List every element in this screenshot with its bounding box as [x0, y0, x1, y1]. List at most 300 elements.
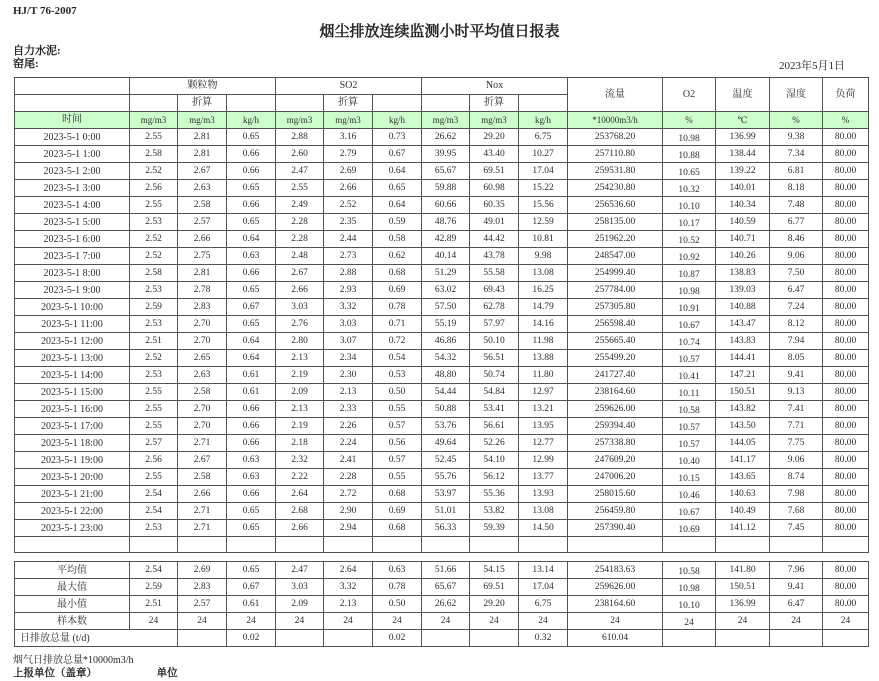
- value-cell: 0.63: [373, 562, 422, 579]
- value-cell: 6.75: [519, 596, 568, 613]
- value-cell: 2.72: [324, 486, 373, 503]
- value-cell: 0.55: [373, 401, 422, 418]
- col-group-nox: Nox: [422, 78, 568, 95]
- value-cell: 2.81: [178, 146, 227, 163]
- value-cell: 14.79: [519, 299, 568, 316]
- value-cell: 144.05: [716, 435, 770, 452]
- empty-cell: [373, 95, 422, 112]
- empty-cell: [770, 537, 823, 553]
- data-row: [15, 163, 869, 180]
- value-cell: 80.00: [823, 299, 869, 316]
- empty-cell: [324, 630, 373, 647]
- value-cell: 52.45: [422, 452, 470, 469]
- standard-code: HJ/T 76-2007: [13, 5, 77, 17]
- data-row: [15, 367, 869, 384]
- company-name: 自力水泥:: [13, 45, 61, 57]
- unit-cell: mg/m3: [324, 112, 373, 129]
- value-cell: 0.66: [227, 401, 276, 418]
- data-row: [15, 418, 869, 435]
- value-cell: 2.35: [324, 214, 373, 231]
- value-cell: 7.24: [770, 299, 823, 316]
- value-cell: 7.98: [770, 486, 823, 503]
- value-cell: 10.74: [663, 333, 716, 350]
- summary-label: 最小值: [15, 596, 130, 613]
- value-cell: 48.80: [422, 367, 470, 384]
- value-cell: 80.00: [823, 384, 869, 401]
- value-cell: 55.36: [470, 486, 519, 503]
- value-cell: 80.00: [823, 248, 869, 265]
- summary-label: 样本数: [15, 613, 130, 630]
- value-cell: 60.35: [470, 197, 519, 214]
- value-cell: 147.21: [716, 367, 770, 384]
- value-cell: 17.04: [519, 579, 568, 596]
- value-cell: 0.62: [373, 248, 422, 265]
- value-cell: 50.10: [470, 333, 519, 350]
- value-cell: 65.67: [422, 579, 470, 596]
- value-cell: 17.04: [519, 163, 568, 180]
- header-row-groups: [15, 78, 869, 95]
- value-cell: 52.26: [470, 435, 519, 452]
- value-cell: 80.00: [823, 333, 869, 350]
- empty-cell: [823, 630, 869, 647]
- data-row: [15, 129, 869, 146]
- value-cell: 2.53: [130, 367, 178, 384]
- header-row-units: [15, 112, 869, 129]
- value-cell: 2.52: [130, 248, 178, 265]
- value-cell: 80.00: [823, 282, 869, 299]
- value-cell: 2.63: [178, 367, 227, 384]
- summary-table: [14, 561, 869, 647]
- unit-cell: mg/m3: [470, 112, 519, 129]
- value-cell: 2.83: [178, 299, 227, 316]
- value-cell: 2.09: [276, 596, 324, 613]
- value-cell: 24: [227, 613, 276, 630]
- value-cell: 53.76: [422, 418, 470, 435]
- value-cell: 2.67: [178, 163, 227, 180]
- data-row: [15, 503, 869, 520]
- time-cell: 2023-5-1 10:00: [15, 299, 130, 316]
- time-cell: 2023-5-1 21:00: [15, 486, 130, 503]
- value-cell: 2.66: [178, 231, 227, 248]
- value-cell: 0.63: [227, 452, 276, 469]
- value-cell: 2.54: [130, 503, 178, 520]
- value-cell: 2.80: [276, 333, 324, 350]
- value-cell: 54.15: [470, 562, 519, 579]
- value-cell: 0.78: [373, 299, 422, 316]
- value-cell: 2.71: [178, 520, 227, 537]
- value-cell: 2.67: [178, 452, 227, 469]
- value-cell: 9.06: [770, 452, 823, 469]
- col-header-load: 负荷: [823, 78, 869, 112]
- value-cell: 254999.40: [568, 265, 663, 282]
- value-cell: 0.61: [227, 596, 276, 613]
- time-cell: 2023-5-1 7:00: [15, 248, 130, 265]
- value-cell: 9.13: [770, 384, 823, 401]
- value-cell: 2.34: [324, 350, 373, 367]
- value-cell: 10.27: [519, 146, 568, 163]
- value-cell: 50.74: [470, 367, 519, 384]
- value-cell: 0.61: [227, 384, 276, 401]
- value-cell: 0.50: [373, 596, 422, 613]
- col-group-particulate: 颗粒物: [130, 78, 276, 95]
- empty-cell: [422, 537, 470, 553]
- value-cell: 140.01: [716, 180, 770, 197]
- time-cell: 2023-5-1 3:00: [15, 180, 130, 197]
- value-cell: 2.54: [130, 562, 178, 579]
- value-cell: 136.99: [716, 596, 770, 613]
- value-cell: 241727.40: [568, 367, 663, 384]
- footer-line-2: [13, 667, 879, 681]
- value-cell: 13.93: [519, 486, 568, 503]
- value-cell: 0.67: [227, 299, 276, 316]
- value-cell: 2.79: [324, 146, 373, 163]
- value-cell: 2.76: [276, 316, 324, 333]
- summary-row: [15, 562, 869, 579]
- col-header-o2: O2: [663, 78, 716, 112]
- value-cell: 80.00: [823, 197, 869, 214]
- data-row: [15, 401, 869, 418]
- empty-cell: [373, 537, 422, 553]
- value-cell: 138.83: [716, 265, 770, 282]
- value-cell: 12.97: [519, 384, 568, 401]
- value-cell: 54.10: [470, 452, 519, 469]
- value-cell: 2.30: [324, 367, 373, 384]
- value-cell: 54.32: [422, 350, 470, 367]
- value-cell: 0.57: [373, 418, 422, 435]
- value-cell: 2.13: [276, 401, 324, 418]
- data-row: [15, 486, 869, 503]
- value-cell: 0.58: [373, 231, 422, 248]
- value-cell: 3.03: [324, 316, 373, 333]
- value-cell: 10.32: [663, 180, 716, 197]
- value-cell: 0.65: [227, 282, 276, 299]
- value-cell: 80.00: [823, 265, 869, 282]
- value-cell: 7.71: [770, 418, 823, 435]
- value-cell: 50.88: [422, 401, 470, 418]
- value-cell: 8.05: [770, 350, 823, 367]
- value-cell: 10.57: [663, 435, 716, 452]
- value-cell: 10.10: [663, 197, 716, 214]
- value-cell: 2.64: [276, 486, 324, 503]
- value-cell: 0.66: [227, 435, 276, 452]
- empty-cell: [519, 95, 568, 112]
- empty-cell: [178, 537, 227, 553]
- value-cell: 2.66: [276, 282, 324, 299]
- value-cell: 6.47: [770, 596, 823, 613]
- unit-cell: ℃: [716, 112, 770, 129]
- value-cell: 256536.60: [568, 197, 663, 214]
- daily-total-label: 日排放总量 (t/d): [15, 630, 178, 647]
- value-cell: 2.78: [178, 282, 227, 299]
- value-cell: 144.41: [716, 350, 770, 367]
- data-row: [15, 435, 869, 452]
- data-row: [15, 350, 869, 367]
- value-cell: 24: [130, 613, 178, 630]
- value-cell: 13.77: [519, 469, 568, 486]
- col-header-temperature: 温度: [716, 78, 770, 112]
- value-cell: 139.22: [716, 163, 770, 180]
- value-cell: 0.65: [227, 129, 276, 146]
- value-cell: 0.63: [227, 248, 276, 265]
- value-cell: 80.00: [823, 486, 869, 503]
- value-cell: 0.32: [519, 630, 568, 647]
- value-cell: 7.48: [770, 197, 823, 214]
- value-cell: 13.88: [519, 350, 568, 367]
- value-cell: 254183.63: [568, 562, 663, 579]
- value-cell: 2.83: [178, 579, 227, 596]
- value-cell: 14.50: [519, 520, 568, 537]
- value-cell: 6.81: [770, 163, 823, 180]
- empty-cell: [130, 95, 178, 112]
- value-cell: 0.66: [227, 197, 276, 214]
- value-cell: 0.59: [373, 214, 422, 231]
- time-cell: 2023-5-1 18:00: [15, 435, 130, 452]
- value-cell: 2.09: [276, 384, 324, 401]
- value-cell: 2.70: [178, 333, 227, 350]
- value-cell: 49.01: [470, 214, 519, 231]
- value-cell: 39.95: [422, 146, 470, 163]
- value-cell: 0.64: [373, 197, 422, 214]
- value-cell: 2.59: [130, 579, 178, 596]
- value-cell: 257110.80: [568, 146, 663, 163]
- value-cell: 2.66: [324, 180, 373, 197]
- value-cell: 15.22: [519, 180, 568, 197]
- empty-cell: [422, 630, 470, 647]
- value-cell: 7.45: [770, 520, 823, 537]
- value-cell: 10.58: [663, 562, 716, 579]
- value-cell: 2.58: [178, 469, 227, 486]
- empty-cell: [422, 95, 470, 112]
- value-cell: 10.58: [663, 401, 716, 418]
- value-cell: 2.57: [178, 596, 227, 613]
- value-cell: 2.73: [324, 248, 373, 265]
- value-cell: 257784.00: [568, 282, 663, 299]
- unit-cell: mg/m3: [178, 112, 227, 129]
- value-cell: 2.55: [130, 418, 178, 435]
- value-cell: 0.67: [373, 146, 422, 163]
- monitoring-table: [14, 77, 869, 553]
- value-cell: 2.75: [178, 248, 227, 265]
- value-cell: 51.29: [422, 265, 470, 282]
- value-cell: 24: [716, 613, 770, 630]
- time-cell: 2023-5-1 22:00: [15, 503, 130, 520]
- value-cell: 2.19: [276, 367, 324, 384]
- data-row: [15, 282, 869, 299]
- value-cell: 257338.80: [568, 435, 663, 452]
- value-cell: 0.66: [227, 486, 276, 503]
- empty-cell: [770, 630, 823, 647]
- unit-cell: *10000m3/h: [568, 112, 663, 129]
- value-cell: 48.76: [422, 214, 470, 231]
- value-cell: 24: [324, 613, 373, 630]
- value-cell: 2.33: [324, 401, 373, 418]
- value-cell: 10.52: [663, 231, 716, 248]
- data-row: [15, 520, 869, 537]
- value-cell: 9.41: [770, 367, 823, 384]
- value-cell: 63.02: [422, 282, 470, 299]
- value-cell: 140.71: [716, 231, 770, 248]
- value-cell: 10.15: [663, 469, 716, 486]
- value-cell: 2.90: [324, 503, 373, 520]
- data-row: [15, 452, 869, 469]
- time-cell: 2023-5-1 0:00: [15, 129, 130, 146]
- col-group-so2: SO2: [276, 78, 422, 95]
- time-cell: 2023-5-1 8:00: [15, 265, 130, 282]
- value-cell: 65.67: [422, 163, 470, 180]
- value-cell: 8.12: [770, 316, 823, 333]
- value-cell: 13.08: [519, 265, 568, 282]
- value-cell: 255499.20: [568, 350, 663, 367]
- value-cell: 258135.00: [568, 214, 663, 231]
- value-cell: 0.67: [227, 579, 276, 596]
- value-cell: 143.83: [716, 333, 770, 350]
- value-cell: 247006.20: [568, 469, 663, 486]
- value-cell: 56.12: [470, 469, 519, 486]
- value-cell: 10.92: [663, 248, 716, 265]
- value-cell: 57.97: [470, 316, 519, 333]
- value-cell: 54.44: [422, 384, 470, 401]
- value-cell: 259626.00: [568, 401, 663, 418]
- empty-cell: [178, 630, 227, 647]
- value-cell: 2.66: [178, 486, 227, 503]
- value-cell: 6.75: [519, 129, 568, 146]
- unit-label: 单位: [156, 668, 178, 679]
- value-cell: 10.98: [663, 579, 716, 596]
- value-cell: 80.00: [823, 401, 869, 418]
- value-cell: 6.47: [770, 282, 823, 299]
- value-cell: 2.28: [324, 469, 373, 486]
- value-cell: 80.00: [823, 435, 869, 452]
- value-cell: 10.17: [663, 214, 716, 231]
- value-cell: 10.41: [663, 367, 716, 384]
- value-cell: 2.58: [130, 265, 178, 282]
- value-cell: 7.68: [770, 503, 823, 520]
- value-cell: 80.00: [823, 163, 869, 180]
- value-cell: 12.77: [519, 435, 568, 452]
- value-cell: 24: [178, 613, 227, 630]
- value-cell: 80.00: [823, 316, 869, 333]
- empty-cell: [15, 537, 130, 553]
- value-cell: 55.19: [422, 316, 470, 333]
- daily-total-row: [15, 630, 869, 647]
- value-cell: 24: [373, 613, 422, 630]
- value-cell: 247609.20: [568, 452, 663, 469]
- summary-label: 平均值: [15, 562, 130, 579]
- value-cell: 80.00: [823, 452, 869, 469]
- value-cell: 13.08: [519, 503, 568, 520]
- value-cell: 2.56: [130, 180, 178, 197]
- value-cell: 2.65: [178, 350, 227, 367]
- empty-cell: [227, 95, 276, 112]
- value-cell: 0.66: [227, 418, 276, 435]
- value-cell: 2.47: [276, 562, 324, 579]
- value-cell: 0.66: [227, 265, 276, 282]
- summary-label: 最大值: [15, 579, 130, 596]
- value-cell: 13.95: [519, 418, 568, 435]
- empty-cell: [470, 537, 519, 553]
- value-cell: 7.75: [770, 435, 823, 452]
- value-cell: 3.32: [324, 579, 373, 596]
- value-cell: 256598.40: [568, 316, 663, 333]
- value-cell: 2.70: [178, 401, 227, 418]
- time-cell: 2023-5-1 4:00: [15, 197, 130, 214]
- value-cell: 80.00: [823, 180, 869, 197]
- value-cell: 2.94: [324, 520, 373, 537]
- value-cell: 59.88: [422, 180, 470, 197]
- value-cell: 2.66: [276, 520, 324, 537]
- value-cell: 11.80: [519, 367, 568, 384]
- value-cell: 2.59: [130, 299, 178, 316]
- value-cell: 80.00: [823, 367, 869, 384]
- value-cell: 80.00: [823, 418, 869, 435]
- value-cell: 2.68: [276, 503, 324, 520]
- value-cell: 0.65: [227, 316, 276, 333]
- value-cell: 0.68: [373, 265, 422, 282]
- flue-total-note: 烟气日排放总量*10000m3/h: [13, 655, 134, 666]
- time-column-header: 时间: [15, 112, 130, 129]
- value-cell: 2.19: [276, 418, 324, 435]
- data-row: [15, 231, 869, 248]
- value-cell: 2.55: [276, 180, 324, 197]
- value-cell: 10.98: [663, 282, 716, 299]
- value-cell: 2.13: [276, 350, 324, 367]
- value-cell: 10.11: [663, 384, 716, 401]
- value-cell: 0.68: [373, 520, 422, 537]
- empty-cell: [663, 630, 716, 647]
- value-cell: 141.12: [716, 520, 770, 537]
- value-cell: 2.28: [276, 231, 324, 248]
- value-cell: 8.46: [770, 231, 823, 248]
- value-cell: 43.78: [470, 248, 519, 265]
- value-cell: 2.55: [130, 129, 178, 146]
- value-cell: 248547.00: [568, 248, 663, 265]
- value-cell: 10.57: [663, 418, 716, 435]
- data-row: [15, 214, 869, 231]
- report-date: 2023年5月1日: [779, 60, 845, 72]
- value-cell: 80.00: [823, 129, 869, 146]
- value-cell: 10.88: [663, 146, 716, 163]
- value-cell: 10.46: [663, 486, 716, 503]
- value-cell: 7.41: [770, 401, 823, 418]
- value-cell: 2.64: [324, 562, 373, 579]
- value-cell: 80.00: [823, 146, 869, 163]
- value-cell: 2.28: [276, 214, 324, 231]
- value-cell: 0.02: [373, 630, 422, 647]
- value-cell: 2.48: [276, 248, 324, 265]
- value-cell: 13.21: [519, 401, 568, 418]
- value-cell: 24: [422, 613, 470, 630]
- value-cell: 0.72: [373, 333, 422, 350]
- value-cell: 15.56: [519, 197, 568, 214]
- value-cell: 10.87: [663, 265, 716, 282]
- value-cell: 2.93: [324, 282, 373, 299]
- value-cell: 2.88: [276, 129, 324, 146]
- value-cell: 2.58: [130, 146, 178, 163]
- value-cell: 0.64: [227, 333, 276, 350]
- value-cell: 0.50: [373, 384, 422, 401]
- value-cell: 56.51: [470, 350, 519, 367]
- value-cell: 256459.80: [568, 503, 663, 520]
- value-cell: 10.65: [663, 163, 716, 180]
- value-cell: 7.34: [770, 146, 823, 163]
- value-cell: 2.51: [130, 333, 178, 350]
- value-cell: 0.69: [373, 503, 422, 520]
- unit-cell: mg/m3: [130, 112, 178, 129]
- value-cell: 143.47: [716, 316, 770, 333]
- data-row: [15, 333, 869, 350]
- value-cell: 143.65: [716, 469, 770, 486]
- value-cell: 54.84: [470, 384, 519, 401]
